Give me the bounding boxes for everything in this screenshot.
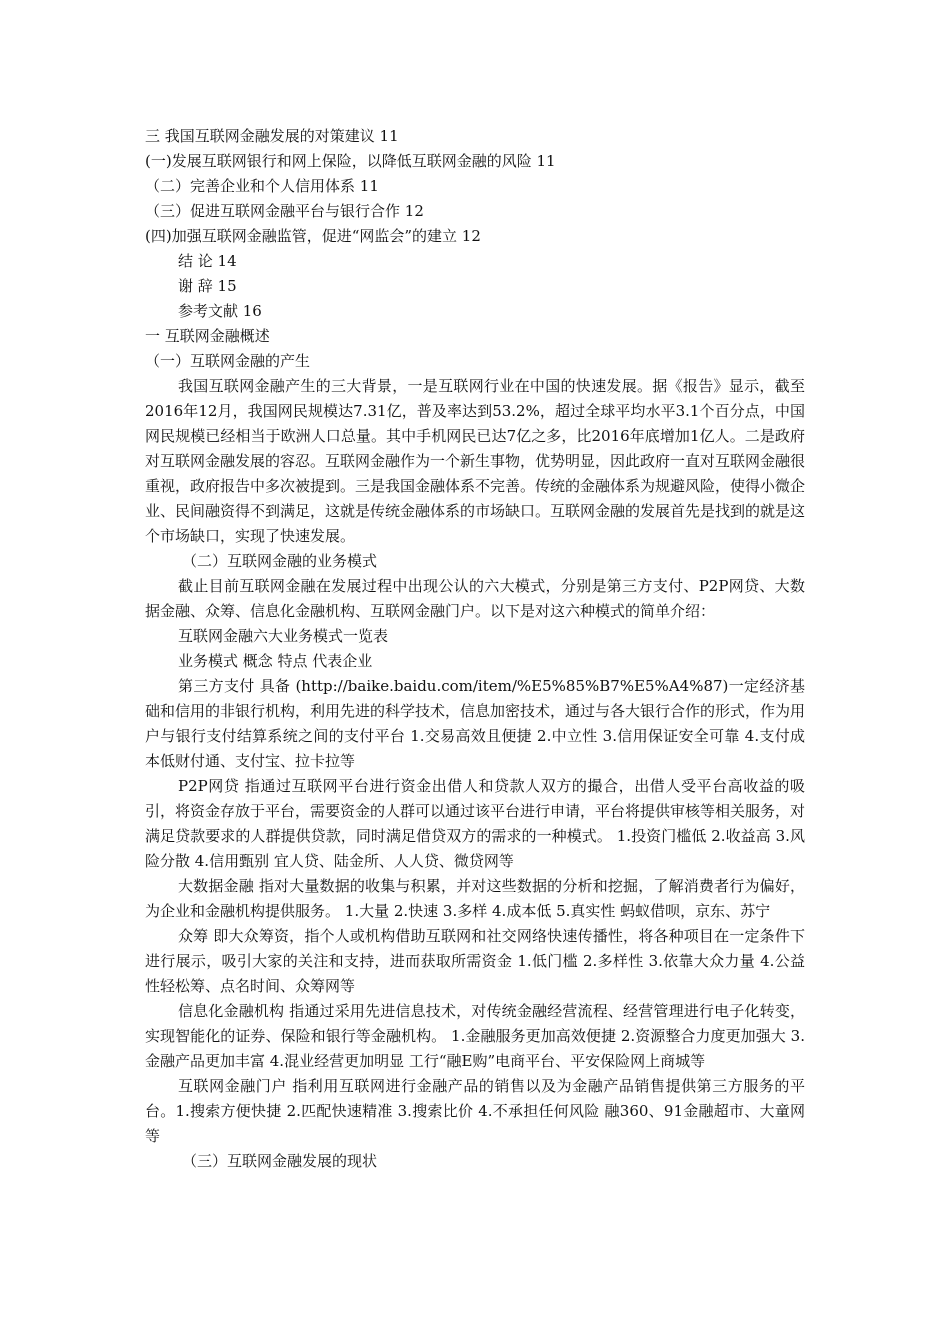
subsection-heading: （一）互联网金融的产生 [145, 352, 311, 370]
toc-item: 参考文献 16 [178, 302, 262, 320]
table-header: 业务模式 概念 特点 代表企业 [178, 652, 373, 670]
toc-item: （三）促进互联网金融平台与银行合作 12 [145, 202, 424, 220]
table-row: P2P网贷 指通过互联网平台进行资金出借人和贷款人双方的撮合，出借人受平台高收益的吸引，将资金存放于平台，需要资金的人群可以通过该平台进行申请，平台将提供审核等相关服务，对满足贷款要求的人群提供贷款，同时满足借贷双方的需求的一种模式。 1.投资门槛低 2.收益高 3.风险分散 4.信用甄别 宜人贷、陆金所、人人贷、微贷网等 [145, 777, 806, 870]
subsection-heading: （二）互联网金融的业务模式 [182, 552, 378, 570]
toc-item: (一)发展互联网银行和网上保险，以降低互联网金融的风险 11 [145, 152, 556, 170]
table-row: 互联网金融门户 指利用互联网进行金融产品的销售以及为金融产品销售提供第三方服务的平台。1.搜索方便快捷 2.匹配快速精准 3.搜索比价 4.不承担任何风险 融360、91金融超市、大童网等 [145, 1077, 805, 1145]
text-column [145, 124, 805, 1174]
table-row: 众筹 即大众筹资，指个人或机构借助互联网和社交网络快速传播性，将各种项目在一定条件下进行展示，吸引大家的关注和支持，进而获取所需资金 1.低门槛 2.多样性 3.依靠大众力量 4.公益性轻松筹、点名时间、众筹网等 [145, 927, 805, 995]
table-row: 信息化金融机构 指通过采用先进信息技术，对传统金融经营流程、经营管理进行电子化转变，实现智能化的证券、保险和银行等金融机构。 1.金融服务更加高效便捷 2.资源整合力度更加强大 3.金融产品更加丰富 4.混业经营更加明显 工行“融E购”电商平台、平安保险网上商城等 [145, 1002, 805, 1070]
paragraph: 截止目前互联网金融在发展过程中出现公认的六大模式，分别是第三方支付、P2P网贷、大数据金融、众筹、信息化金融机构、互联网金融门户。以下是对这六种模式的简单介绍： [145, 577, 805, 620]
toc-item: 谢 辞 15 [178, 277, 237, 295]
subsection-heading: （三）互联网金融发展的现状 [182, 1152, 378, 1170]
toc-item: （二）完善企业和个人信用体系 11 [145, 177, 379, 195]
paragraph: 我国互联网金融产生的三大背景，一是互联网行业在中国的快速发展。据《报告》显示，截至2016年12月，我国网民规模达7.31亿，普及率达到53.2%，超过全球平均水平3.1个百分点，中国网民规模已经相当于欧洲人口总量。其中手机网民已达7亿之多，比2016年底增加1亿人。二是政府对互联网金融发展的容忍。互联网金融作为一个新生事物，优势明显，因此政府一直对互联网金融很重视，政府报告中多次被提到。三是我国金融体系不完善。传统的金融体系为规避风险，使得小微企业、民间融资得不到满足，这就是传统金融体系的市场缺口。互联网金融的发展首先是找到的就是这个市场缺口，实现了快速发展。 [145, 377, 806, 545]
toc-item: 三 我国互联网金融发展的对策建议 11 [145, 127, 399, 145]
toc-item: (四)加强互联网金融监管，促进“网监会”的建立 12 [145, 227, 481, 245]
section-heading: 一 互联网金融概述 [145, 327, 270, 345]
toc-item: 结 论 14 [178, 252, 237, 270]
table-title: 互联网金融六大业务模式一览表 [178, 627, 389, 645]
table-row: 大数据金融 指对大量数据的收集与积累，并对这些数据的分析和挖掘，了解消费者行为偏好，为企业和金融机构提供服务。 1.大量 2.快速 3.多样 4.成本低 5.真实性 蚂蚁借呗，京东、苏宁 [145, 877, 805, 920]
table-row: 第三方支付 具备 (http://baike.baidu.com/item/%E5%85%B7%E5%A4%87)一定经济基础和信用的非银行机构，利用先进的科学技术，信息加密技术，通过与各大银行合作的形式，作为用户与银行支付结算系统之间的支付平台 1.交易高效且便捷 2.中立性 3.信用保证安全可靠 4.支付成本低财付通、支付宝、拉卡拉等 [145, 677, 806, 770]
